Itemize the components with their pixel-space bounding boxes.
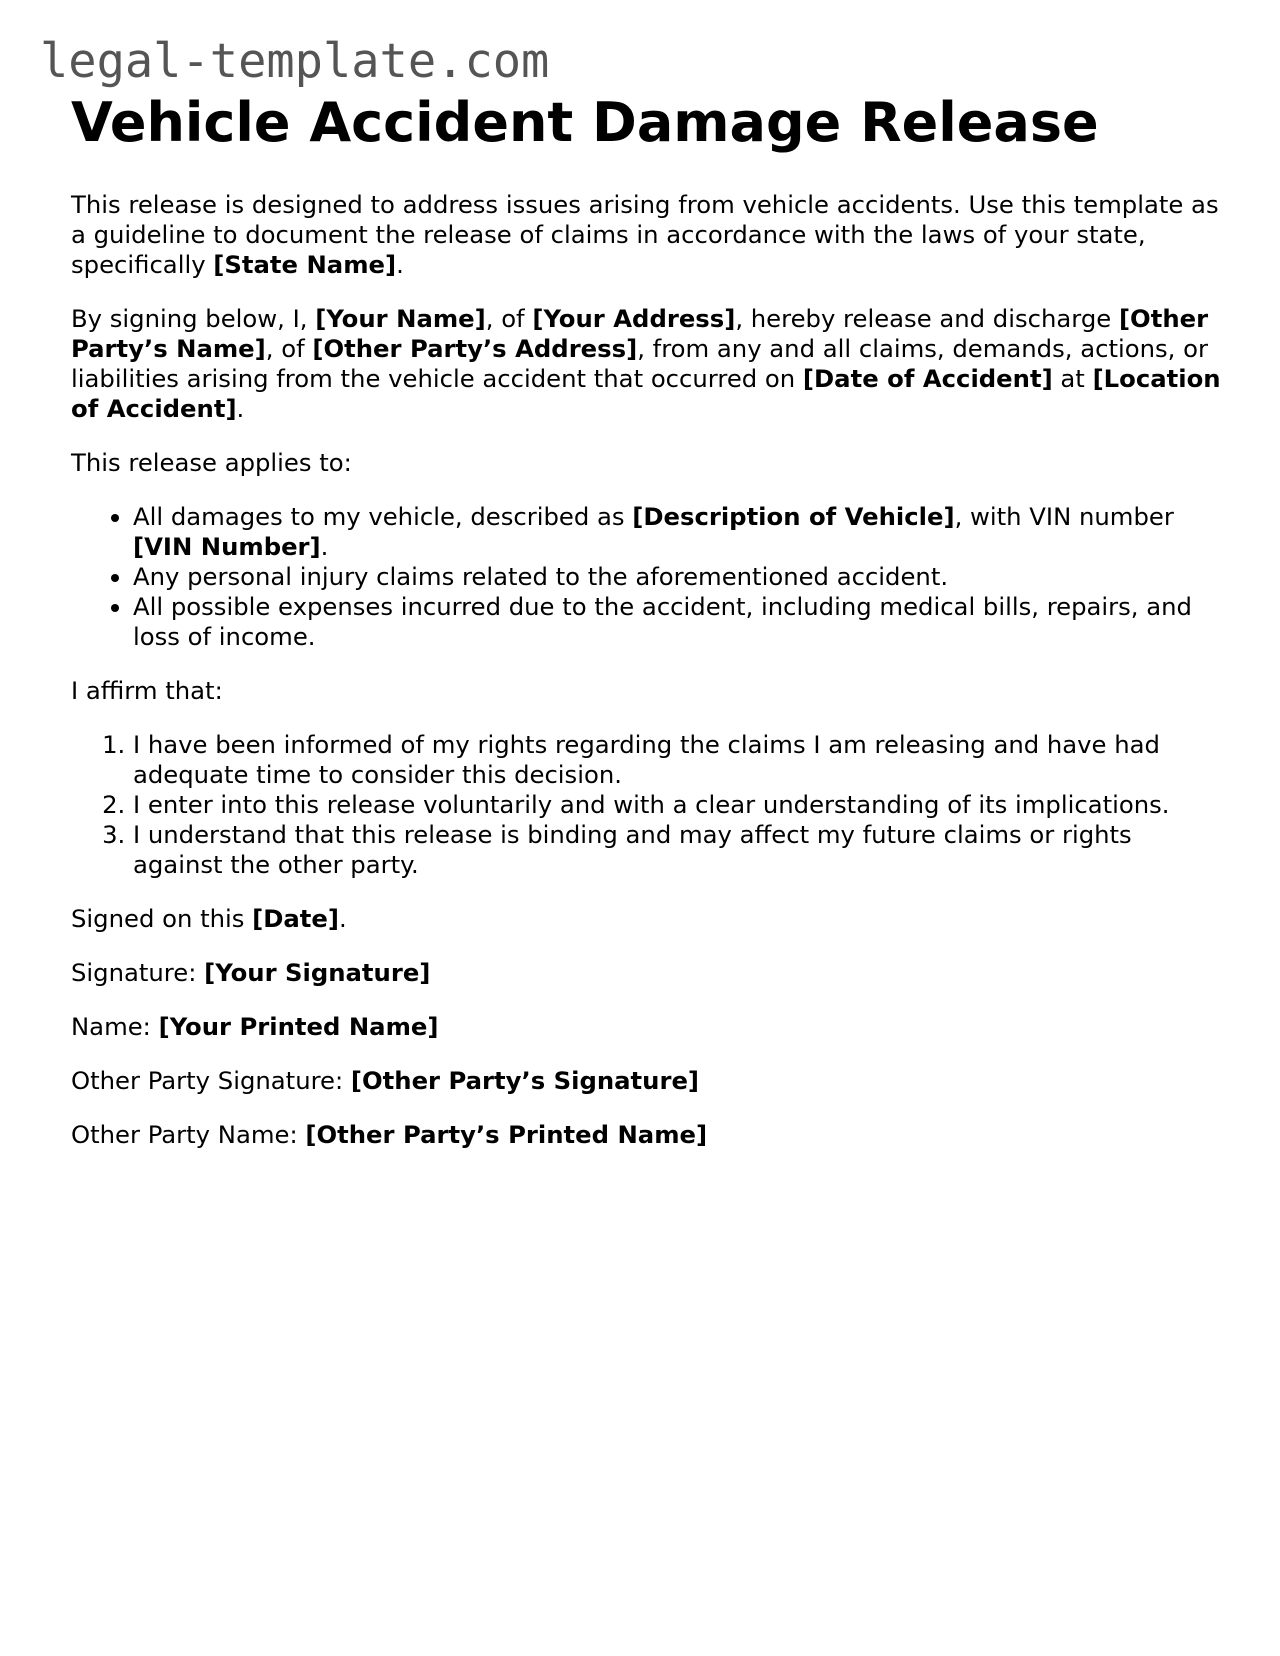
other-party-printed-name-placeholder: [Other Party’s Printed Name] — [305, 1120, 708, 1149]
affirm-heading: I affirm that: — [71, 676, 223, 705]
your-address-placeholder: [Your Address] — [532, 304, 736, 333]
release-text-4: , of — [265, 334, 313, 363]
other-party-signature-label: Other Party Signature: — [71, 1066, 351, 1095]
your-name-placeholder: [Your Name] — [315, 304, 486, 333]
release-text-1: By signing below, I, — [71, 304, 316, 333]
release-text-6: at — [1052, 364, 1093, 393]
list-item: • Any personal injury claims related to the aforementioned accident. — [133, 562, 1221, 592]
release-paragraph — [71, 304, 1221, 424]
signed-end: . — [339, 904, 347, 933]
name-label: Name: — [71, 1012, 159, 1041]
list-item — [133, 502, 1221, 562]
applies-heading: This release applies to: — [71, 448, 352, 477]
document-title: Vehicle Accident Damage Release — [71, 91, 1099, 154]
intro-text: This release is designed to address issues arising from vehicle accidents. Use this template as a guideline to document the release of claims in accordance with the laws of your state, specifically — [71, 190, 1219, 279]
release-text-5: , from any and all claims, demands, actions, or liabilities arising from the vehicle accident that occurred on — [71, 334, 1208, 393]
signature-label: Signature: — [71, 958, 205, 987]
item-text: , with VIN number — [954, 502, 1174, 531]
signature-line — [71, 958, 1221, 988]
release-text-3: , hereby release and discharge — [735, 304, 1119, 333]
list-item: • All possible expenses incurred due to the accident, including medical bills, repairs, and loss of income. — [133, 592, 1221, 652]
affirm-list — [71, 730, 1221, 880]
vin-number-placeholder: [VIN Number] — [133, 532, 321, 561]
intro-end: . — [396, 250, 404, 279]
date-of-accident-placeholder: [Date of Accident] — [802, 364, 1053, 393]
list-item: 1. I have been informed of my rights regarding the claims I am releasing and have had adequate time to consider this decision. — [133, 730, 1221, 790]
date-placeholder: [Date] — [252, 904, 340, 933]
applies-list — [71, 502, 1221, 652]
site-watermark: legal-template.com — [40, 34, 550, 89]
other-party-name-placeholder: [Other Party’s Name] — [71, 304, 1209, 363]
other-party-name-label: Other Party Name: — [71, 1120, 306, 1149]
other-party-signature-line — [71, 1066, 1221, 1096]
list-item: 3. I understand that this release is binding and may affect my future claims or rights against the other party. — [133, 820, 1221, 880]
list-item: 2. I enter into this release voluntarily and with a clear understanding of its implications. — [133, 790, 1221, 820]
release-text-2: , of — [485, 304, 533, 333]
release-text-7: . — [236, 394, 245, 423]
printed-name-placeholder: [Your Printed Name] — [158, 1012, 439, 1041]
signed-label: Signed on this — [71, 904, 253, 933]
vehicle-description-placeholder: [Description of Vehicle] — [632, 502, 955, 531]
signature-placeholder: [Your Signature] — [204, 958, 431, 987]
other-party-name-line — [71, 1120, 1221, 1150]
other-party-address-placeholder: [Other Party’s Address] — [312, 334, 638, 363]
item-text: . — [320, 532, 329, 561]
state-name-placeholder: [State Name] — [213, 250, 397, 279]
document-page — [71, 92, 1221, 1174]
name-line — [71, 1012, 1221, 1042]
location-placeholder: [Location of Accident] — [71, 364, 1221, 423]
other-party-signature-placeholder: [Other Party’s Signature] — [350, 1066, 700, 1095]
intro-paragraph — [71, 190, 1221, 280]
item-text: All damages to my vehicle, described as — [133, 502, 633, 531]
signed-date-line — [71, 904, 1221, 934]
